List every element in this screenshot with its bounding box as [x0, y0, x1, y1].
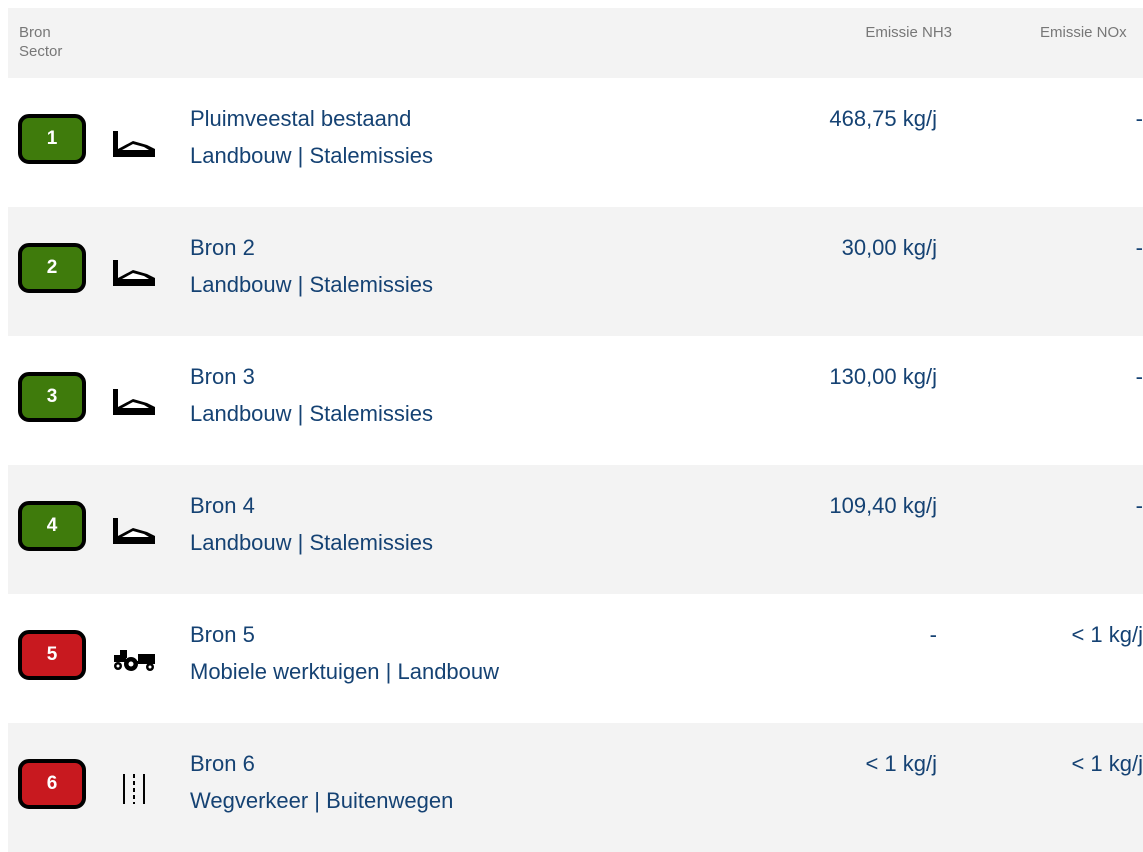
header-emission-nox: Emissie NOx — [1040, 24, 1127, 41]
emission-nh3-value: 468,75 kg/j — [829, 106, 937, 131]
emission-nh3-value: - — [929, 622, 937, 647]
header-sector: Sector — [19, 43, 63, 60]
emission-nh3-value: < 1 kg/j — [865, 751, 937, 776]
emission-nox-value: - — [1135, 235, 1143, 260]
source-sector: Landbouw | Stalemissies — [190, 401, 433, 426]
stable-icon — [111, 516, 157, 546]
source-name[interactable]: Bron 3 — [190, 364, 255, 389]
source-number-badge: 6 — [18, 759, 86, 809]
source-sector: Landbouw | Stalemissies — [190, 272, 433, 297]
emission-nox-value: - — [1135, 364, 1143, 389]
source-sector: Landbouw | Stalemissies — [190, 530, 433, 555]
source-number-badge: 1 — [18, 114, 86, 164]
table-row-4[interactable] — [8, 465, 1143, 594]
emission-sources-table — [8, 8, 1143, 852]
header-bron: Bron — [19, 24, 51, 41]
table-header — [8, 8, 1143, 78]
source-number-badge: 3 — [18, 372, 86, 422]
table-row-2[interactable] — [8, 207, 1143, 336]
source-sector: Mobiele werktuigen | Landbouw — [190, 659, 500, 684]
table-row-3[interactable] — [8, 336, 1143, 465]
tractor-icon — [111, 645, 157, 675]
stable-icon — [111, 387, 157, 417]
source-name[interactable]: Bron 2 — [190, 235, 255, 260]
stable-icon — [111, 258, 157, 288]
source-number-badge: 2 — [18, 243, 86, 293]
source-name[interactable]: Pluimveestal bestaand — [190, 106, 412, 131]
header-emission-nh3: Emissie NH3 — [865, 24, 952, 41]
emission-nox-value: - — [1135, 106, 1143, 131]
emission-nh3-value: 30,00 kg/j — [841, 235, 937, 260]
table-row-6[interactable] — [8, 723, 1143, 852]
source-number-badge: 5 — [18, 630, 86, 680]
source-number-badge: 4 — [18, 501, 86, 551]
header-source-sector — [19, 23, 62, 61]
stable-icon — [111, 129, 157, 159]
source-sector: Landbouw | Stalemissies — [190, 143, 433, 168]
source-name[interactable]: Bron 5 — [190, 622, 255, 647]
emission-nox-value: - — [1135, 493, 1143, 518]
emission-nox-value: < 1 kg/j — [1071, 751, 1143, 776]
emission-nox-value: < 1 kg/j — [1071, 622, 1143, 647]
table-row-5[interactable] — [8, 594, 1143, 723]
emission-nh3-value: 130,00 kg/j — [829, 364, 937, 389]
source-sector: Wegverkeer | Buitenwegen — [190, 788, 454, 813]
road-icon — [111, 774, 157, 804]
source-name[interactable]: Bron 4 — [190, 493, 255, 518]
table-row-1[interactable] — [8, 78, 1143, 207]
source-name[interactable]: Bron 6 — [190, 751, 255, 776]
emission-nh3-value: 109,40 kg/j — [829, 493, 937, 518]
table-body — [8, 78, 1143, 852]
